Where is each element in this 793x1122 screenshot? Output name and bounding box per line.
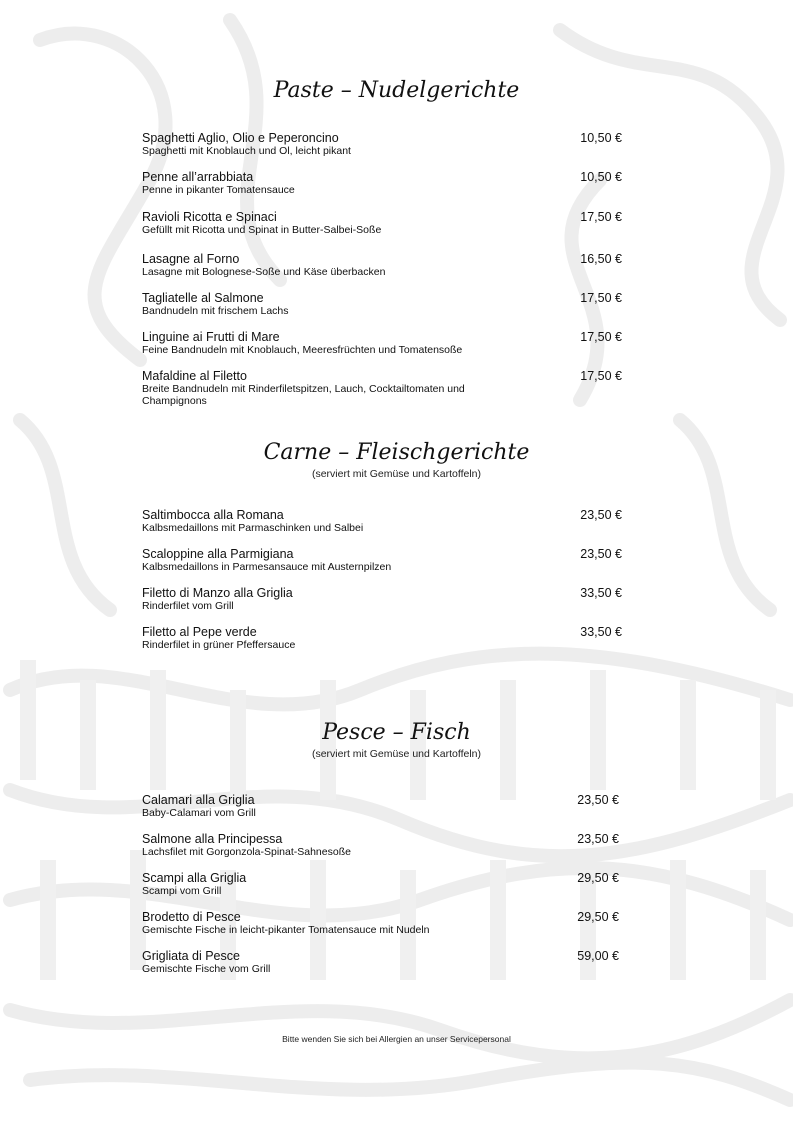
item-name: Scaloppine alla Parmigiana <box>142 547 294 561</box>
menu-item <box>142 508 622 534</box>
item-description: Gemischte Fische in leicht-pikanter Tomatensauce mit Nudeln <box>142 924 430 936</box>
item-price: 33,50 € <box>580 625 622 639</box>
item-price: 29,50 € <box>577 871 619 885</box>
item-name: Grigliata di Pesce <box>142 949 240 963</box>
item-price: 23,50 € <box>580 547 622 561</box>
menu-item <box>142 910 622 936</box>
menu-item <box>142 170 622 196</box>
item-name: Brodetto di Pesce <box>142 910 241 924</box>
menu-item <box>142 131 622 157</box>
item-name: Penne all’arrabbiata <box>142 170 254 184</box>
item-description: Breite Bandnudeln mit Rinderfiletspitzen, Lauch, Cocktailtomaten und Champignons <box>142 383 465 407</box>
item-price: 10,50 € <box>580 170 622 184</box>
item-description: Baby-Calamari vom Grill <box>142 807 256 819</box>
item-description: Gemischte Fische vom Grill <box>142 963 271 975</box>
section-subtitle-pesce: (serviert mit Gemüse und Kartoffeln) <box>311 748 482 760</box>
item-description: Lasagne mit Bolognese-Soße und Käse überbacken <box>142 266 386 278</box>
item-price: 23,50 € <box>577 832 619 846</box>
item-name: Lasagne al Forno <box>142 252 240 266</box>
item-price: 33,50 € <box>580 586 622 600</box>
item-price: 17,50 € <box>580 291 622 305</box>
allergy-notice: Bitte wenden Sie sich bei Allergien an unser Servicepersonal <box>282 1034 511 1044</box>
item-price: 10,50 € <box>580 131 622 145</box>
item-description: Lachsfilet mit Gorgonzola-Spinat-Sahnesoße <box>142 846 351 858</box>
item-description: Spaghetti mit Knoblauch und Ol, leicht pikant <box>142 145 351 157</box>
item-price: 17,50 € <box>580 210 622 224</box>
item-name: Spaghetti Aglio, Olio e Peperoncino <box>142 131 339 145</box>
menu-item <box>142 586 622 612</box>
menu-item <box>142 871 622 897</box>
item-name: Ravioli Ricotta e Spinaci <box>142 210 277 224</box>
menu-item <box>142 252 622 278</box>
item-name: Filetto di Manzo alla Griglia <box>142 586 293 600</box>
item-description: Gefüllt mit Ricotta und Spinat in Butter-Salbei-Soße <box>142 224 382 236</box>
item-description: Rinderfilet vom Grill <box>142 600 234 612</box>
menu-item <box>142 291 622 317</box>
item-name: Tagliatelle al Salmone <box>142 291 264 305</box>
section-title-paste: Paste – Nudelgerichte <box>273 78 520 103</box>
item-price: 17,50 € <box>580 330 622 344</box>
item-name: Scampi alla Griglia <box>142 871 247 885</box>
menu-item <box>142 832 622 858</box>
menu-item <box>142 210 622 236</box>
section-title-carne: Carne – Fleischgerichte <box>263 440 530 465</box>
item-price: 23,50 € <box>580 508 622 522</box>
item-name: Salmone alla Principessa <box>142 832 283 846</box>
menu-item <box>142 625 622 651</box>
menu-item <box>142 330 622 356</box>
item-price: 29,50 € <box>577 910 619 924</box>
item-price: 59,00 € <box>577 949 619 963</box>
item-name: Filetto al Pepe verde <box>142 625 257 639</box>
item-description: Penne in pikanter Tomatensauce <box>142 184 295 196</box>
section-subtitle-carne: (serviert mit Gemüse und Kartoffeln) <box>311 468 482 480</box>
item-name: Saltimbocca alla Romana <box>142 508 284 522</box>
menu-item <box>142 369 622 407</box>
item-name: Calamari alla Griglia <box>142 793 255 807</box>
menu-item <box>142 949 622 975</box>
item-description: Feine Bandnudeln mit Knoblauch, Meeresfrüchten und Tomatensoße <box>142 344 463 356</box>
item-description: Scampi vom Grill <box>142 885 222 897</box>
item-description: Kalbsmedaillons in Parmesansauce mit Austernpilzen <box>142 561 392 573</box>
item-description: Kalbsmedaillons mit Parmaschinken und Salbei <box>142 522 364 534</box>
item-price: 17,50 € <box>580 369 622 383</box>
menu-item <box>142 547 622 573</box>
item-name: Linguine ai Frutti di Mare <box>142 330 280 344</box>
item-description: Rinderfilet in grüner Pfeffersauce <box>142 639 296 651</box>
section-title-pesce: Pesce – Fisch <box>322 720 471 745</box>
item-price: 23,50 € <box>577 793 619 807</box>
menu-item <box>142 793 622 819</box>
item-description: Bandnudeln mit frischem Lachs <box>142 305 289 317</box>
item-name: Mafaldine al Filetto <box>142 369 247 383</box>
item-price: 16,50 € <box>580 252 622 266</box>
